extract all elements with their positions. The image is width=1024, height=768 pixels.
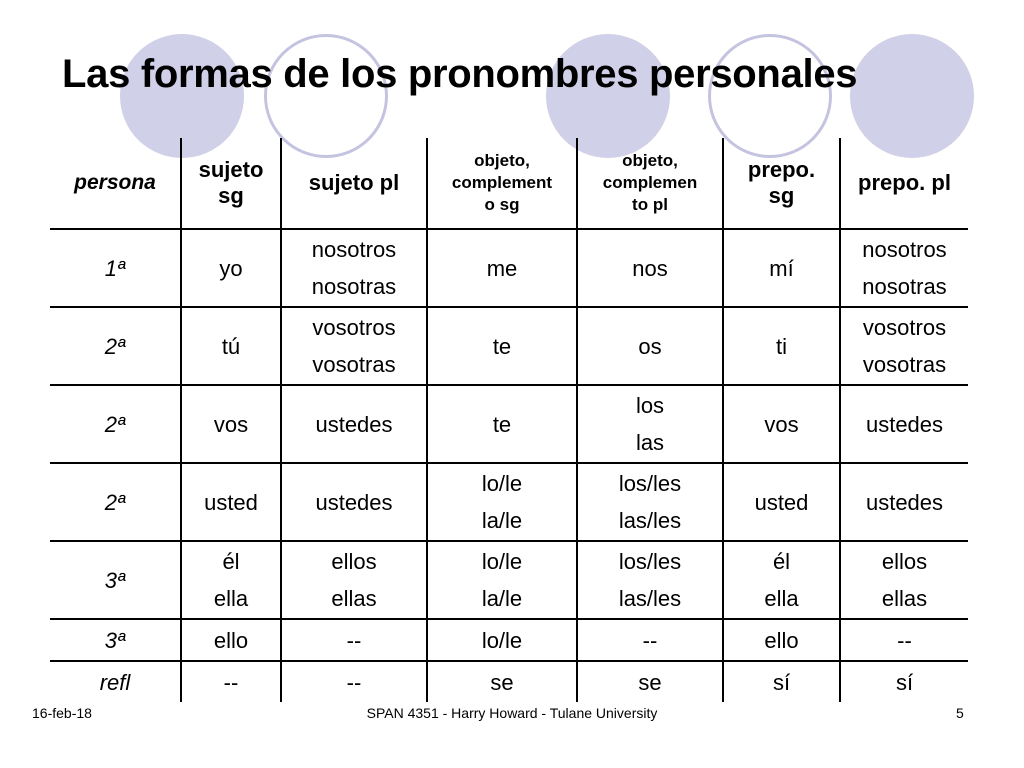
cell-text: vos <box>213 411 249 437</box>
cell-text: nosotras <box>311 274 397 299</box>
table-cell <box>723 385 840 463</box>
table-cell <box>723 541 840 619</box>
table-cell <box>181 307 281 385</box>
header-row <box>50 138 968 229</box>
cell-text: nos <box>632 255 668 281</box>
table-cell <box>281 661 427 702</box>
cell-text: ello <box>213 627 249 653</box>
cell-text: me <box>486 255 518 281</box>
cell-text: lo/le <box>481 471 523 496</box>
cell-text: 2ª <box>104 411 126 437</box>
cell-text: nosotras <box>862 274 947 299</box>
header-cell <box>50 138 181 229</box>
cell-text: la/le <box>481 508 523 533</box>
header-cell: prepo. sg <box>723 138 840 229</box>
slide-title: Las formas de los pronombres personales <box>62 52 858 96</box>
cell-text: ella <box>213 586 249 611</box>
table-cell <box>181 463 281 541</box>
cell-text: ellas <box>331 586 377 611</box>
cell-text: vosotros <box>862 315 947 340</box>
cell-text: ellos <box>881 549 928 574</box>
table-cell <box>281 619 427 661</box>
header-cell: sujeto sg <box>181 138 281 229</box>
table-cell <box>577 619 723 661</box>
footer-center-text: SPAN 4351 - Harry Howard - Tulane University <box>366 705 658 721</box>
table-cell <box>723 229 840 307</box>
cell-text: ustedes <box>865 411 944 437</box>
cell-text: 3ª <box>104 627 126 653</box>
table-cell <box>427 385 577 463</box>
table-cell <box>723 463 840 541</box>
table-cell <box>50 619 181 661</box>
cell-text: ellas <box>881 586 928 611</box>
cell-text: los <box>635 393 665 418</box>
table-cell <box>427 229 577 307</box>
table-cell <box>181 619 281 661</box>
pronoun-table <box>50 138 968 702</box>
cell-text: lo/le <box>481 549 523 574</box>
table-cell <box>840 541 968 619</box>
cell-text: sí <box>772 669 791 695</box>
table-cell <box>577 229 723 307</box>
cell-text: -- <box>897 627 912 653</box>
cell-text: -- <box>642 627 658 653</box>
table-cell <box>281 307 427 385</box>
cell-text: 1ª <box>104 255 126 281</box>
table-cell <box>840 661 968 702</box>
table-cell <box>840 229 968 307</box>
cell-text: las/les <box>618 586 682 611</box>
table-cell <box>577 385 723 463</box>
cell-text: los/les <box>618 549 682 574</box>
table-cell <box>50 463 181 541</box>
table-cell <box>723 661 840 702</box>
cell-text: las/les <box>618 508 682 533</box>
table-cell <box>427 307 577 385</box>
cell-text: usted <box>754 489 809 515</box>
table-cell <box>840 619 968 661</box>
table-cell <box>50 661 181 702</box>
table-cell <box>723 307 840 385</box>
cell-text: las <box>635 430 665 455</box>
cell-text: usted <box>204 489 258 515</box>
cell-text: vosotras <box>312 352 396 377</box>
table-row <box>50 229 968 307</box>
footer-date: 16-feb-18 <box>32 705 92 721</box>
cell-text: -- <box>346 627 362 653</box>
table-row <box>50 661 968 702</box>
cell-text: os <box>638 333 662 359</box>
table-cell <box>577 463 723 541</box>
cell-text: tú <box>221 333 241 359</box>
cell-text: 2ª <box>104 489 126 515</box>
table-cell <box>577 307 723 385</box>
table-row <box>50 385 968 463</box>
cell-text: 3ª <box>104 567 126 593</box>
cell-text: -- <box>346 669 362 695</box>
cell-text: sí <box>895 669 914 695</box>
header-label: persona <box>74 171 156 194</box>
cell-text: te <box>492 333 512 359</box>
table-cell <box>50 229 181 307</box>
table-cell <box>281 463 427 541</box>
cell-text: ustedes <box>315 411 393 437</box>
header-cell: sujeto pl <box>281 138 427 229</box>
cell-text: la/le <box>481 586 523 611</box>
slide-number: 5 <box>956 705 964 721</box>
header-cell <box>840 138 968 229</box>
cell-text: vosotros <box>312 315 396 340</box>
table-cell <box>427 661 577 702</box>
cell-text: se <box>638 669 662 695</box>
cell-text: 2ª <box>104 333 126 359</box>
table-cell <box>577 661 723 702</box>
cell-text: ti <box>776 333 787 359</box>
cell-text: refl <box>99 669 131 695</box>
table-cell <box>427 541 577 619</box>
table-cell <box>281 541 427 619</box>
table-cell <box>427 619 577 661</box>
cell-text: ella <box>764 586 799 611</box>
table-cell <box>181 541 281 619</box>
header-cell: objeto, complemen to pl <box>577 138 723 229</box>
table-row <box>50 307 968 385</box>
cell-text: ustedes <box>315 489 393 515</box>
cell-text: los/les <box>618 471 682 496</box>
cell-text: ello <box>764 627 799 653</box>
table-cell <box>181 661 281 702</box>
table-cell <box>181 229 281 307</box>
table-row <box>50 463 968 541</box>
cell-text: -- <box>223 669 239 695</box>
cell-text: nosotros <box>311 237 397 262</box>
table-cell <box>50 385 181 463</box>
table-cell <box>50 307 181 385</box>
cell-text: se <box>490 669 514 695</box>
table-cell <box>723 619 840 661</box>
table-cell <box>281 229 427 307</box>
cell-text: vos <box>764 411 799 437</box>
table-row <box>50 541 968 619</box>
table-cell <box>181 385 281 463</box>
table-cell <box>840 385 968 463</box>
table-cell <box>840 463 968 541</box>
cell-text: te <box>492 411 512 437</box>
table-cell <box>281 385 427 463</box>
table-row <box>50 619 968 661</box>
table-cell <box>427 463 577 541</box>
cell-text: él <box>772 549 791 574</box>
cell-text: yo <box>219 255 243 281</box>
cell-text: mí <box>769 255 794 281</box>
table-cell <box>577 541 723 619</box>
cell-text: ustedes <box>865 489 944 515</box>
cell-text: ellos <box>331 549 377 574</box>
header-cell: objeto, complement o sg <box>427 138 577 229</box>
cell-text: él <box>222 549 240 574</box>
table-cell <box>50 541 181 619</box>
cell-text: lo/le <box>481 627 523 653</box>
table-cell <box>840 307 968 385</box>
cell-text: nosotros <box>862 237 947 262</box>
cell-text: vosotras <box>862 352 947 377</box>
header-label: prepo. pl <box>858 170 951 195</box>
